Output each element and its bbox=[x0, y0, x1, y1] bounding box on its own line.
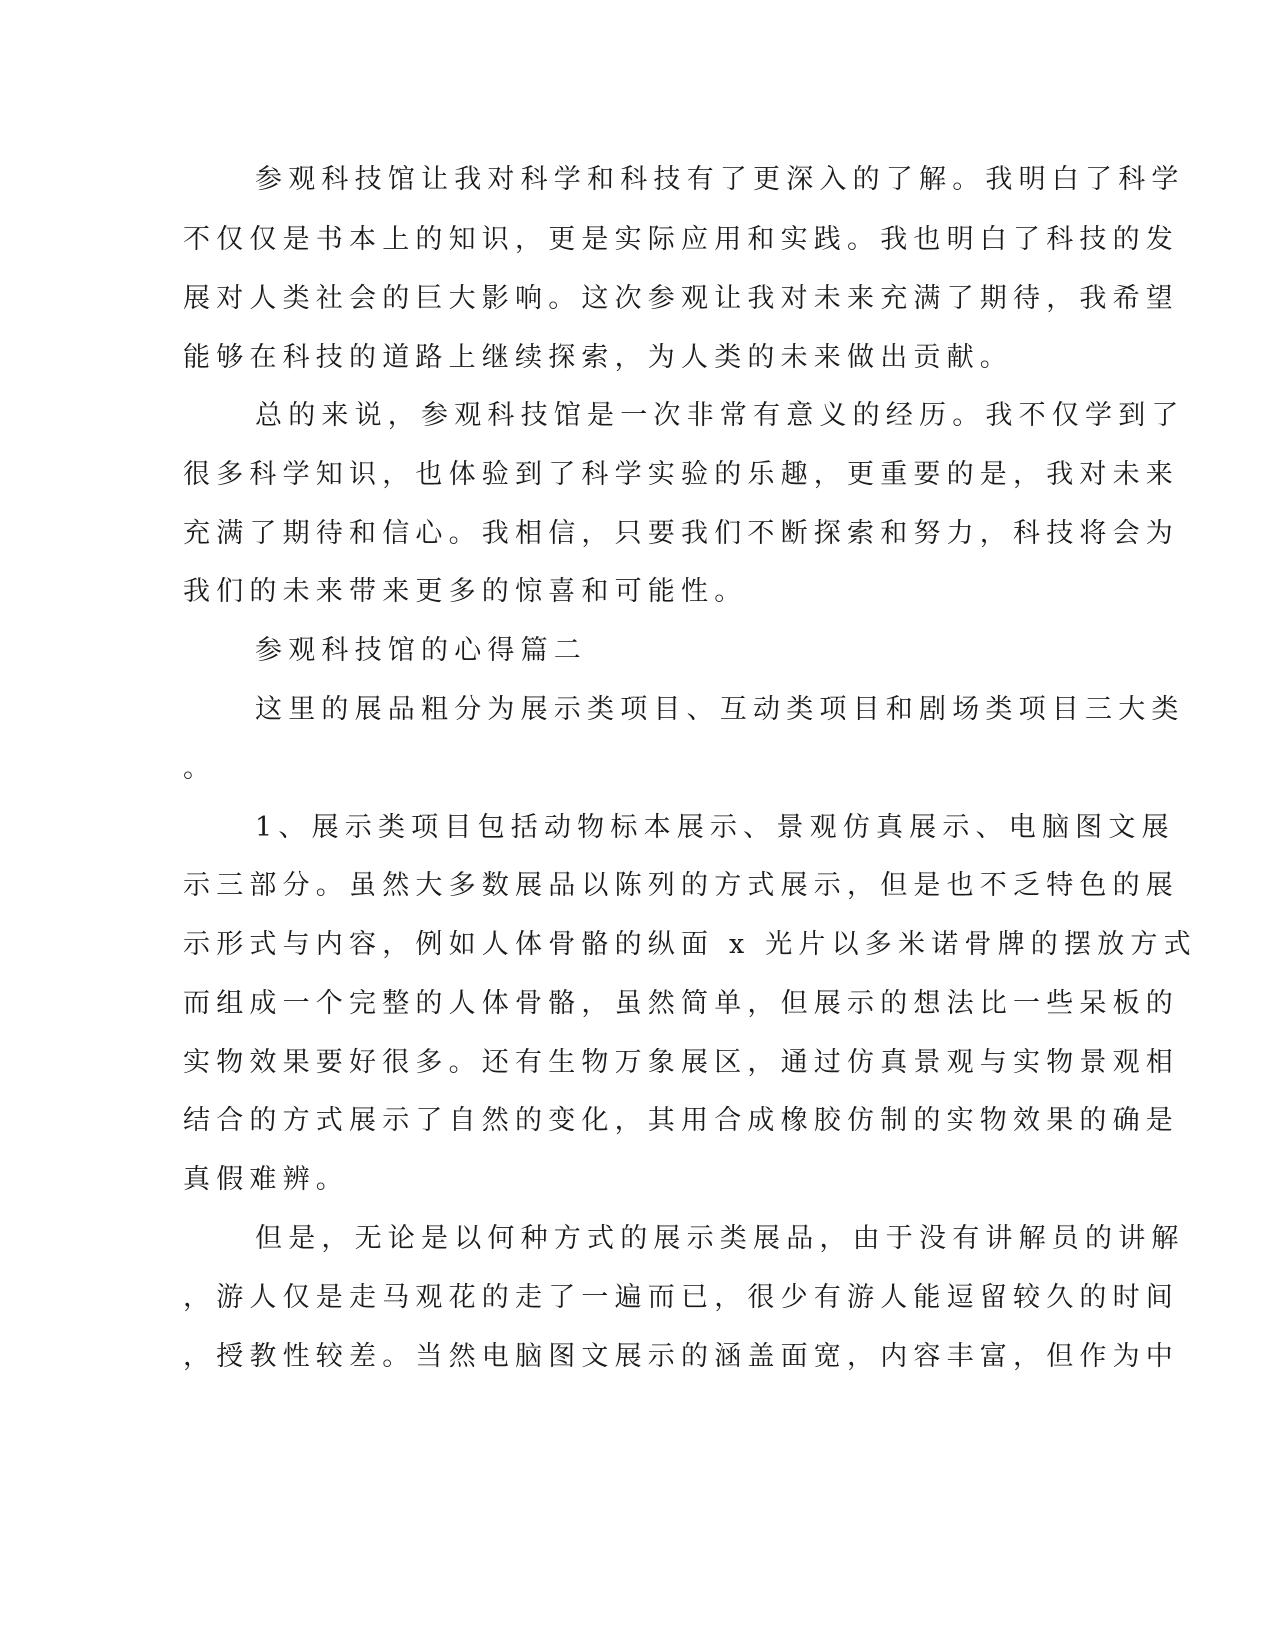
text-line: 充满了期待和信心。我相信，只要我们不断探索和努力，科技将会为 bbox=[183, 518, 1179, 549]
text-line: 展对人类社会的巨大影响。这次参观让我对未来充满了期待，我希望 bbox=[183, 283, 1179, 314]
text-line: 实物效果要好很多。还有生物万象展区，通过仿真景观与实物景观相 bbox=[183, 1047, 1179, 1078]
text-line: ，游人仅是走马观花的走了一遍而已，很少有游人能逗留较久的时间 bbox=[183, 1282, 1179, 1313]
text-line: 示形式与内容，例如人体骨骼的纵面 x 光片以多米诺骨牌的摆放方式 bbox=[183, 929, 1197, 960]
text-line: ，授教性较差。当然电脑图文展示的涵盖面宽，内容丰富，但作为中 bbox=[183, 1341, 1179, 1372]
text-line: 而组成一个完整的人体骨骼，虽然简单，但展示的想法比一些呆板的 bbox=[183, 988, 1179, 1019]
text-line: 1、展示类项目包括动物标本展示、景观仿真展示、电脑图文展 bbox=[255, 812, 1175, 843]
section-heading: 参观科技馆的心得篇二 bbox=[255, 635, 587, 666]
text-line: 不仅仅是书本上的知识，更是实际应用和实践。我也明白了科技的发 bbox=[183, 224, 1179, 255]
text-line: 总的来说，参观科技馆是一次非常有意义的经历。我不仅学到了 bbox=[255, 400, 1185, 431]
text-line: 我们的未来带来更多的惊喜和可能性。 bbox=[183, 576, 748, 607]
text-line: 结合的方式展示了自然的变化，其用合成橡胶仿制的实物效果的确是 bbox=[183, 1105, 1179, 1136]
text-line: 很多科学知识，也体验到了科学实验的乐趣，更重要的是，我对未来 bbox=[183, 459, 1179, 490]
text-line: 。 bbox=[183, 753, 217, 784]
text-line: 但是，无论是以何种方式的展示类展品，由于没有讲解员的讲解 bbox=[255, 1223, 1185, 1254]
text-line: 真假难辨。 bbox=[183, 1164, 349, 1195]
text-line: 这里的展品粗分为展示类项目、互动类项目和剧场类项目三大类 bbox=[255, 694, 1185, 725]
text-line: 参观科技馆让我对科学和科技有了更深入的了解。我明白了科学 bbox=[255, 164, 1185, 195]
text-line: 能够在科技的道路上继续探索，为人类的未来做出贡献。 bbox=[183, 342, 1013, 373]
text-line: 示三部分。虽然大多数展品以陈列的方式展示，但是也不乏特色的展 bbox=[183, 870, 1179, 901]
